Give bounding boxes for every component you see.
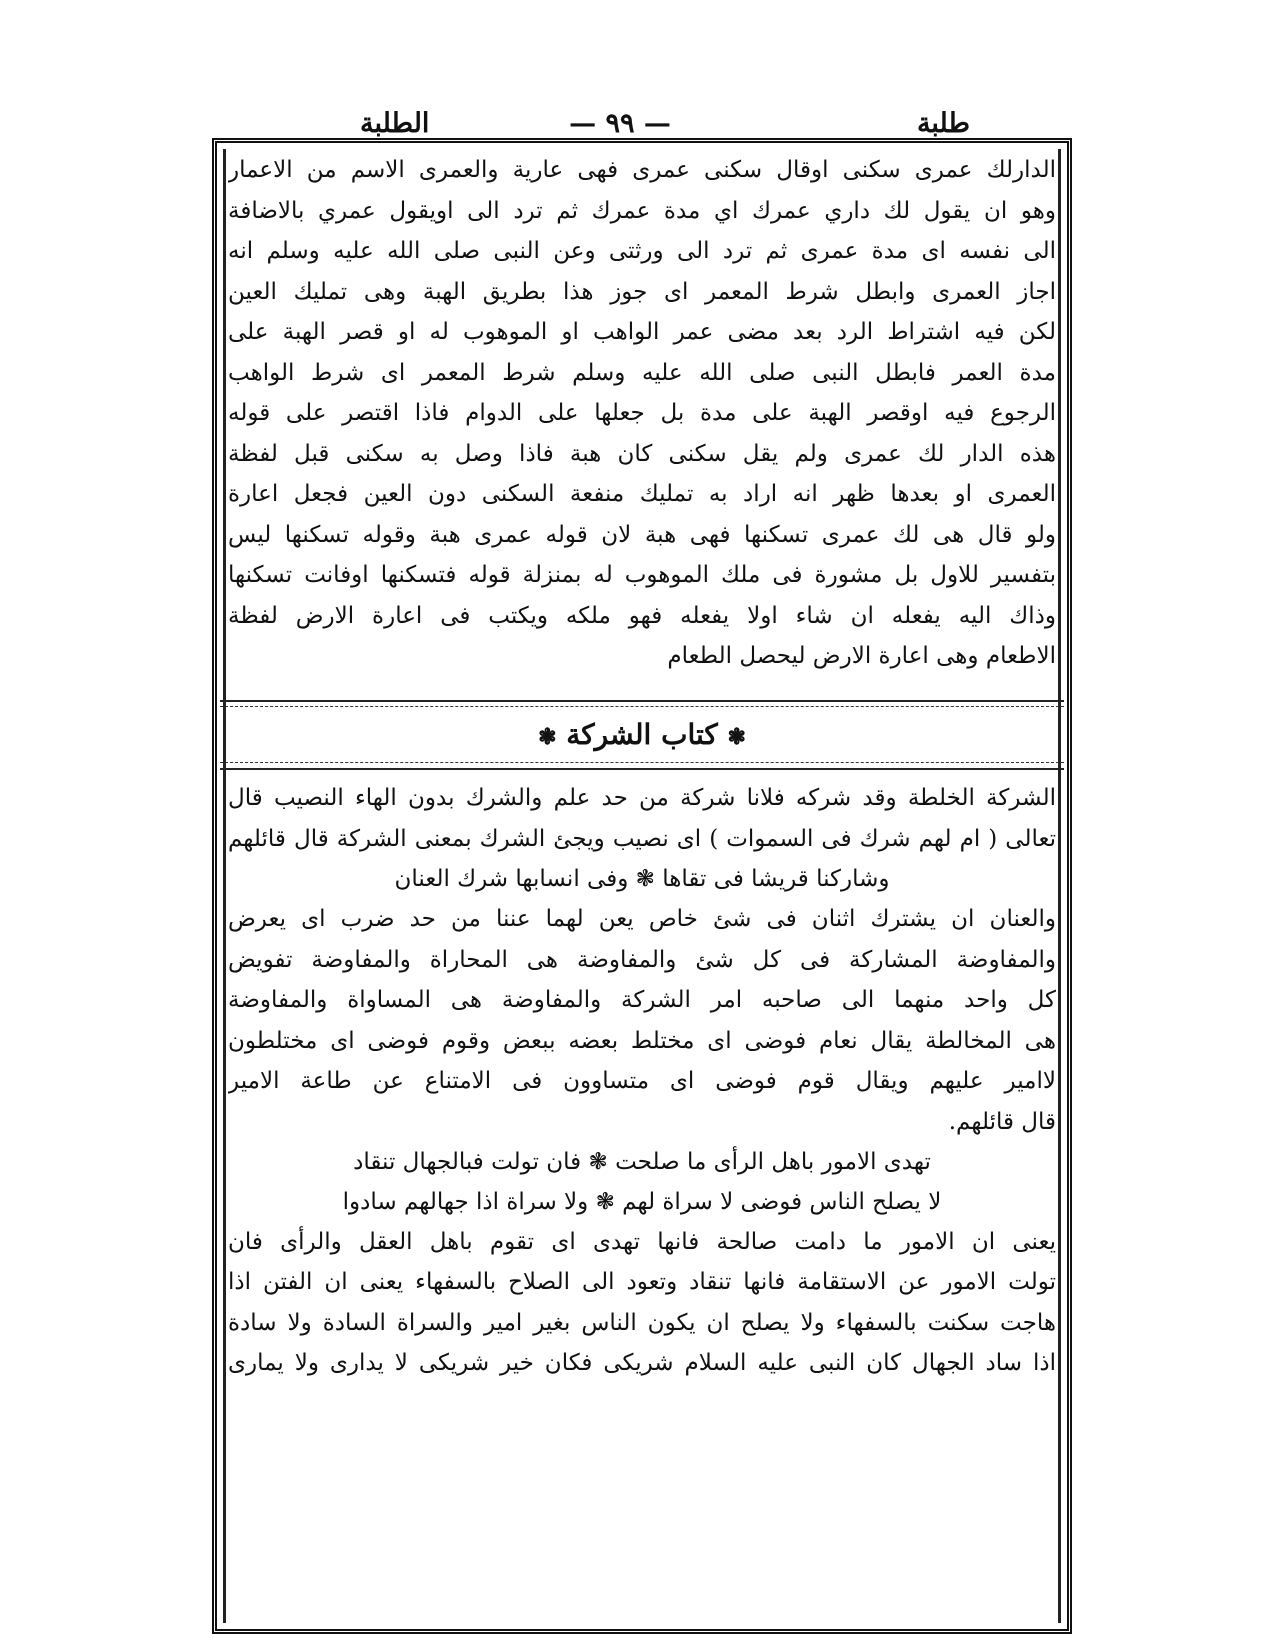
ornament-icon: ❃ <box>727 724 746 750</box>
text-line: هذه الدار لك عمرى ولم يقل سكنى كان هبة فاذا وصل به سكنى قبل لفظة <box>228 440 1056 467</box>
text-line: والمفاوضة المشاركة فى كل شئ والمفاوضة هى المحاراة والمفاوضة تفويض <box>228 946 1056 973</box>
text-line: هى المخالطة يقال نعام فوضى اى مختلط بعضه ببعض وقوم فوضى اى مختلطون <box>228 1027 1056 1054</box>
text-line: ولو قال هى لك عمرى تسكنها فهى هبة لان قوله عمرى هبة وقوله تسكنها ليس <box>228 521 1056 548</box>
section-rule-top <box>220 700 1064 702</box>
text-line: الرجوع فيه اوقصر الهبة على مدة بل جعلها على الدوام فاذا اقتصر على قوله <box>228 400 1056 426</box>
text-line: هاجت سكنت بالسفهاء ولا يصلح ان يكون الناس بغير امير والسراة السادة ولا سادة <box>228 1309 1056 1336</box>
text-line: تعالى ( ام لهم شرك فى السموات ) اى نصيب ويجئ الشرك بمعنى الشركة قال قائلهم <box>228 825 1056 852</box>
running-head-left: الطلبة <box>360 108 430 139</box>
section-rule-bottom-dashed <box>220 762 1064 763</box>
text-line-last: الاطعام وهى اعارة الارض ليحصل الطعام <box>667 643 1056 669</box>
section-rule-bottom <box>220 768 1064 770</box>
text-line: مدة العمر فابطل النبى صلى الله عليه وسلم شرط المعمر اى شرط الواهب <box>228 359 1056 386</box>
text-line: وذاك اليه يفعله ان شاء اولا يفعله فهو ملكه ويكتب فى اعارة الارض لفظة <box>228 602 1056 629</box>
text-line: الى نفسه اى مدة عمرى ثم ترد الى ورثتى وعن النبى صلى الله عليه وسلم انه <box>228 238 1056 264</box>
verse-line: لا يصلح الناس فوضى لا سراة لهم ❃ ولا سراة اذا جهالهم سادوا <box>342 1188 942 1215</box>
text-block-2 <box>228 778 1056 1384</box>
section-rule-top-dashed <box>220 706 1064 707</box>
text-line: اجاز العمرى وابطل شرط المعمر اى جوز هذا بطريق الهبة وهى تمليك العين <box>228 278 1056 305</box>
text-line: يعنى ان الامور ما دامت صالحة فانها تهدى اى تقوم باهل العقل والرأى فان <box>228 1228 1056 1255</box>
text-block-1 <box>228 150 1056 676</box>
text-line: لاامير عليهم ويقال قوم فوضى اى متساوون فى الامتناع عن طاعة الامير <box>228 1068 1056 1094</box>
text-line: وهو ان يقول لك داري عمرك اي مدة عمرك ثم ترد الى اويقول عمري بالاضافة <box>228 197 1056 224</box>
section-title <box>228 718 1056 751</box>
text-line: لكن فيه اشتراط الرد بعد مضى عمر الواهب او الموهوب له او قصر الهبة على <box>228 319 1056 345</box>
text-line: والعنان ان يشترك اثنان فى شئ خاص يعن لهما عننا من حد ضرب اى يعرض <box>228 906 1056 932</box>
page-number: — ٩٩ — <box>569 108 671 139</box>
ornament-icon: ❃ <box>538 724 557 750</box>
running-head-right: طلبة <box>916 108 970 139</box>
verse-line: تهدى الامور باهل الرأى ما صلحت ❃ فان تولت فبالجهال تنقاد <box>353 1148 931 1175</box>
text-line: الدارلك عمرى سكنى اوقال سكنى عمرى فهى عارية والعمرى الاسم من الاعمار <box>228 157 1056 183</box>
text-line: اذا ساد الجهال كان النبى عليه السلام شريكى فكان خير شريكى لا يدارى ولا يمارى <box>228 1350 1056 1376</box>
text-line-last: قال قائلهم. <box>948 1108 1056 1135</box>
text-line: الشركة الخلطة وقد شركه فلانا شركة من حد علم والشرك بدون الهاء النصيب قال <box>228 785 1056 811</box>
text-line: بتفسير للاول بل مشورة فى ملك الموهوب له بمنزلة قوله فتسكنها اوفانت تسكنها <box>228 562 1056 588</box>
text-line: كل واحد منهما الى صاحبه امر الشركة والمفاوضة هى المساواة والمفاوضة <box>228 987 1056 1013</box>
section-title-text: كتاب الشركة <box>566 718 718 751</box>
text-line: العمرى او بعدها ظهر انه اراد به تمليك منفعة السكنى دون العين فجعل اعارة <box>228 481 1056 507</box>
verse-line: وشاركنا قريشا فى تقاها ❃ وفى انسابها شرك العنان <box>394 866 890 892</box>
text-line: تولت الامور عن الاستقامة فانها تنقاد وتعود الى الصلاح بالسفهاء يعنى ان الفتن اذا <box>228 1269 1056 1295</box>
